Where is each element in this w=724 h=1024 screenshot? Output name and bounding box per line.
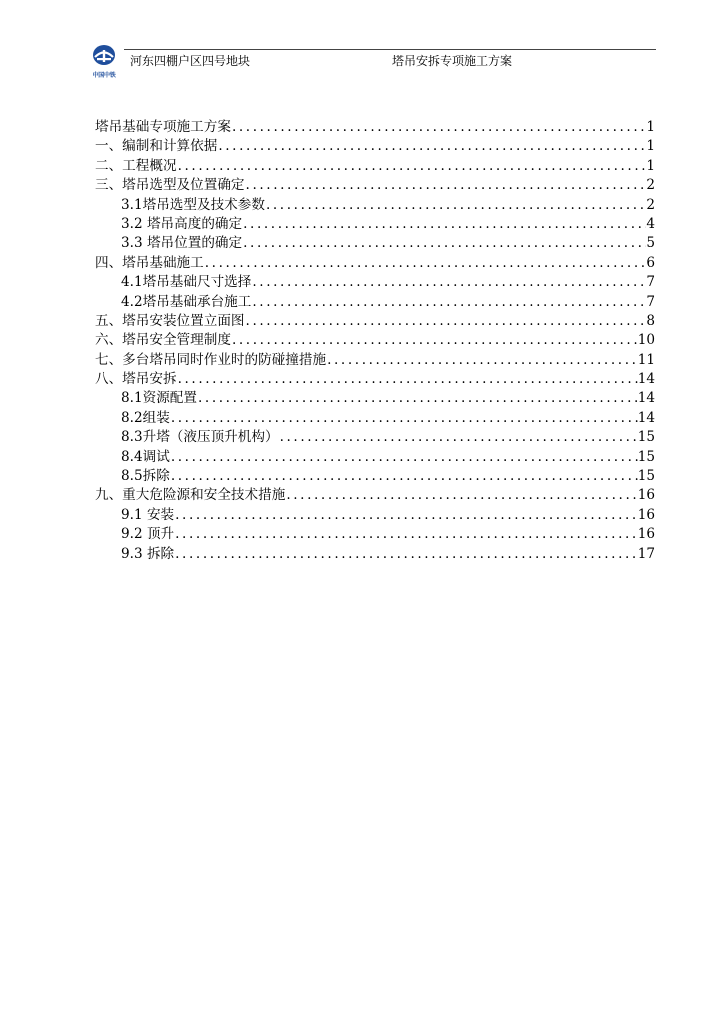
toc-entry[interactable]	[95, 137, 655, 156]
toc-leader-dots	[177, 157, 647, 176]
toc-leader-dots	[326, 351, 638, 370]
toc-entry-page: 7	[646, 293, 655, 310]
toc-entry-page: 16	[637, 526, 655, 543]
toc-leader-dots	[251, 293, 646, 312]
toc-leader-dots	[251, 273, 646, 292]
toc-entry-label: 9.3 拆除	[121, 545, 175, 562]
toc-entry-label: 八、塔吊安拆	[95, 371, 177, 388]
toc-entry[interactable]	[95, 428, 655, 447]
toc-entry-label: 8.3升塔（液压顶升机构）	[121, 429, 279, 446]
toc-leader-dots	[285, 486, 637, 505]
toc-entry-label: 七、多台塔吊同时作业时的防碰撞措施	[95, 351, 327, 368]
toc-leader-dots	[265, 196, 646, 215]
document-title: 塔吊安拆专项施工方案	[392, 54, 513, 68]
toc-entry-page: 17	[637, 545, 655, 562]
toc-entry-page: 14	[637, 390, 655, 407]
crec-logo-icon	[86, 44, 122, 80]
toc-entry-page: 2	[646, 177, 655, 194]
toc-entry[interactable]	[95, 467, 655, 486]
toc-entry-label: 六、塔吊安全管理制度	[95, 332, 231, 349]
toc-entry-label: 塔吊基础专项施工方案	[95, 119, 231, 135]
toc-entry-page: 1	[646, 157, 655, 174]
toc-leader-dots	[204, 254, 647, 273]
toc-entry-label: 五、塔吊安装位置立面图	[95, 312, 245, 329]
toc-entry-label: 三、塔吊选型及位置确定	[95, 177, 245, 194]
toc-entry[interactable]	[95, 448, 655, 467]
toc-leader-dots	[197, 389, 638, 408]
toc-entry-page: 15	[637, 429, 655, 446]
toc-entry[interactable]	[95, 196, 655, 215]
toc-leader-dots	[174, 525, 638, 544]
toc-entry-label: 8.5拆除	[121, 468, 170, 485]
toc-entry[interactable]	[95, 273, 655, 292]
toc-entry-label: 4.1塔吊基础尺寸选择	[121, 274, 252, 291]
toc-leader-dots	[279, 428, 638, 447]
toc-entry-page: 14	[637, 371, 655, 388]
toc-entry[interactable]	[95, 293, 655, 312]
toc-entry-page: 6	[646, 254, 655, 271]
toc-entry[interactable]	[95, 506, 655, 525]
toc-entry[interactable]	[95, 254, 655, 273]
toc-entry-page: 1	[646, 119, 655, 135]
toc-entry[interactable]	[95, 118, 655, 137]
toc-entry-page: 1	[646, 138, 655, 155]
toc-entry-page: 4	[646, 215, 655, 232]
toc-leader-dots	[217, 137, 646, 156]
table-of-contents	[95, 118, 655, 564]
toc-leader-dots	[174, 545, 638, 564]
toc-entry-label: 4.2塔吊基础承台施工	[121, 293, 252, 310]
toc-entry[interactable]	[95, 389, 655, 408]
toc-entry-label: 3.1塔吊选型及技术参数	[121, 196, 265, 213]
toc-entry-page: 16	[637, 506, 655, 523]
toc-leader-dots	[245, 176, 647, 195]
toc-entry[interactable]	[95, 351, 655, 370]
toc-entry-page: 16	[637, 487, 655, 504]
toc-entry-page: 11	[637, 351, 655, 368]
toc-leader-dots	[174, 506, 638, 525]
toc-entry-page: 14	[637, 409, 655, 426]
toc-entry-label: 一、编制和计算依据	[95, 138, 218, 155]
toc-entry[interactable]	[95, 176, 655, 195]
toc-entry[interactable]	[95, 370, 655, 389]
toc-entry[interactable]	[95, 486, 655, 505]
toc-leader-dots	[242, 234, 646, 253]
toc-entry-page: 7	[646, 274, 655, 291]
toc-entry-label: 9.1 安装	[121, 506, 175, 523]
toc-entry-page: 2	[646, 196, 655, 213]
toc-entry[interactable]	[95, 525, 655, 544]
toc-leader-dots	[231, 331, 638, 350]
toc-entry-label: 3.2 塔吊高度的确定	[121, 215, 243, 232]
header-rule	[124, 49, 656, 50]
toc-entry-label: 3.3 塔吊位置的确定	[121, 235, 243, 252]
toc-leader-dots	[245, 312, 647, 331]
toc-entry[interactable]	[95, 215, 655, 234]
project-name: 河东四棚户区四号地块	[130, 54, 251, 68]
toc-entry-label: 九、重大危险源和安全技术措施	[95, 487, 286, 504]
toc-entry-page: 15	[637, 448, 655, 465]
logo-text: 中国中铁	[92, 72, 116, 79]
toc-leader-dots	[242, 215, 646, 234]
toc-leader-dots	[170, 467, 638, 486]
toc-entry[interactable]	[95, 331, 655, 350]
toc-entry-label: 二、工程概况	[95, 157, 177, 174]
toc-entry-label: 四、塔吊基础施工	[95, 254, 204, 271]
page-header	[86, 44, 656, 80]
toc-leader-dots	[177, 370, 638, 389]
toc-entry[interactable]	[95, 409, 655, 428]
toc-entry-label: 8.4调试	[121, 448, 170, 465]
toc-entry-page: 5	[646, 235, 655, 252]
toc-entry[interactable]	[95, 545, 655, 564]
toc-entry-label: 8.2组装	[121, 409, 170, 426]
toc-entry-page: 8	[646, 312, 655, 329]
toc-entry[interactable]	[95, 234, 655, 253]
toc-entry[interactable]	[95, 312, 655, 331]
toc-entry-label: 9.2 顶升	[121, 526, 175, 543]
toc-leader-dots	[170, 448, 638, 467]
toc-entry[interactable]	[95, 157, 655, 176]
toc-leader-dots	[170, 409, 638, 428]
toc-entry-page: 15	[637, 468, 655, 485]
toc-entry-page: 10	[637, 332, 655, 349]
toc-entry-label: 8.1资源配置	[121, 390, 197, 407]
toc-leader-dots	[231, 118, 646, 137]
